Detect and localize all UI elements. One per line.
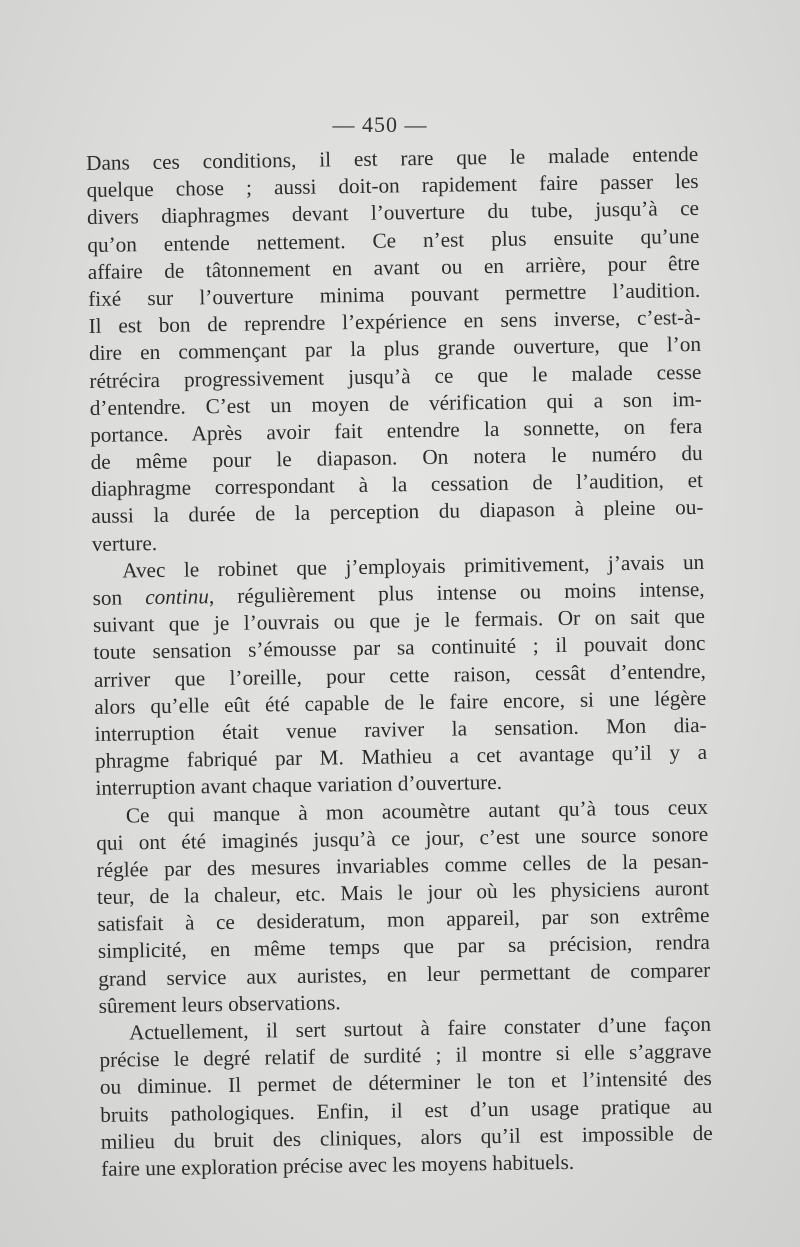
text-line: satisfait à ce desideratum, mon appareil, par son extrême [97,903,710,937]
text-line: interruption avant chaque variation d’ouverture. [95,770,503,801]
text-line: réglée par des mesures invariables comme celles de la pesan- [96,848,709,882]
text-line: bruits pathologiques. Enfin, il est d’un usage pratique au [100,1093,713,1127]
page-number: — 450 — [332,112,428,137]
text-line: toute sensation s’émousse par sa continuité ; il pouvait donc [93,631,706,665]
text-line: verture. [91,530,158,556]
text-line: qu’on entende nettement. Ce n’est plus ensuite qu’une [87,223,700,257]
text-line: phragme fabriqué par M. Mathieu a cet avantage qu’il y a [94,739,708,774]
text-line: ou diminue. Il permet de déterminer le ton et l’intensité des [99,1066,713,1100]
body-text [86,141,713,1183]
paragraph-2 [92,549,708,803]
paragraph-4 [99,1011,713,1183]
text-line: qui ont été imaginés jusqu’à ce jour, c’est une source sonore [96,821,709,855]
text-rest: , régulièrement plus intense ou moins intense, [208,576,705,609]
italic-word-continu: continu [145,584,210,610]
text-line: Ce qui manque à mon acoumètre autant qu’à tous ceux [125,794,708,827]
text-line: milieu du bruit des cliniques, alors qu’il est impossible de [100,1120,713,1154]
paragraph-1 [86,141,704,558]
text-line: précise le degré relatif de surdité ; il montre si elle s’aggrave [99,1039,712,1073]
text-line: rétrécira progressivement jusqu’à ce que le malade cesse [89,359,702,393]
text-line: simplicité, en même temps que par sa précision, rendra [97,930,710,964]
paragraph-3 [96,793,711,1020]
text-line: Actuellement, il sert surtout à faire constater d’une façon [128,1011,712,1045]
text-line: aussi la durée de la perception du diapason à pleine ou- [91,495,704,529]
text-line: faire une exploration précise avec les moyens habituels. [100,1149,575,1181]
text-line: sûrement leurs observations. [98,990,341,1018]
text-line: teur, de la chaleur, etc. Mais le jour où les physiciens auront [96,875,710,909]
text-line: Il est bon de reprendre l’expérience en sens inverse, c’est-à- [88,305,701,339]
text-line: suivant que je l’ouvrais ou que je le fermais. Or on sait que [92,604,706,638]
text-line: dire en commençant par la plus grande ouverture, que l’on [88,332,702,366]
text-line: Avec le robinet que j’employais primitivement, j’avais un [122,549,705,583]
text-line: alors qu’elle eût été capable de le faire encore, si une légère [94,685,707,719]
word-son: son [92,585,146,610]
text-line: divers diaphragmes devant l’ouverture du tube, jusqu’à ce [86,196,700,230]
text-line: fixé sur l’ouverture minima pouvant permettre l’audition. [88,277,701,311]
text-line: de même pour le diapason. On notera le numéro du [90,440,703,475]
text-line: arriver que l’oreille, pour cette raison, cessât d’entendre, [93,658,706,692]
text-line: quelque chose ; aussi doit-on rapidement faire passer les [86,169,699,203]
text-line: d’entendre. C’est un moyen de vérification qui a son im- [89,386,702,420]
text-line: Dans ces conditions, il est rare que le malade entende [86,141,699,175]
text-line: diaphragme correspondant à la cessation de l’audition, et [90,468,704,502]
text-line: portance. Après avoir fait entendre la sonnette, on fera [90,413,703,447]
text-line: grand service aux auristes, en leur permettant de comparer [98,957,711,991]
text-line: affaire de tâtonnement en avant ou en arrière, pour être [87,250,700,284]
text-line: interruption était venue raviver la sensation. Mon dia- [94,712,707,746]
